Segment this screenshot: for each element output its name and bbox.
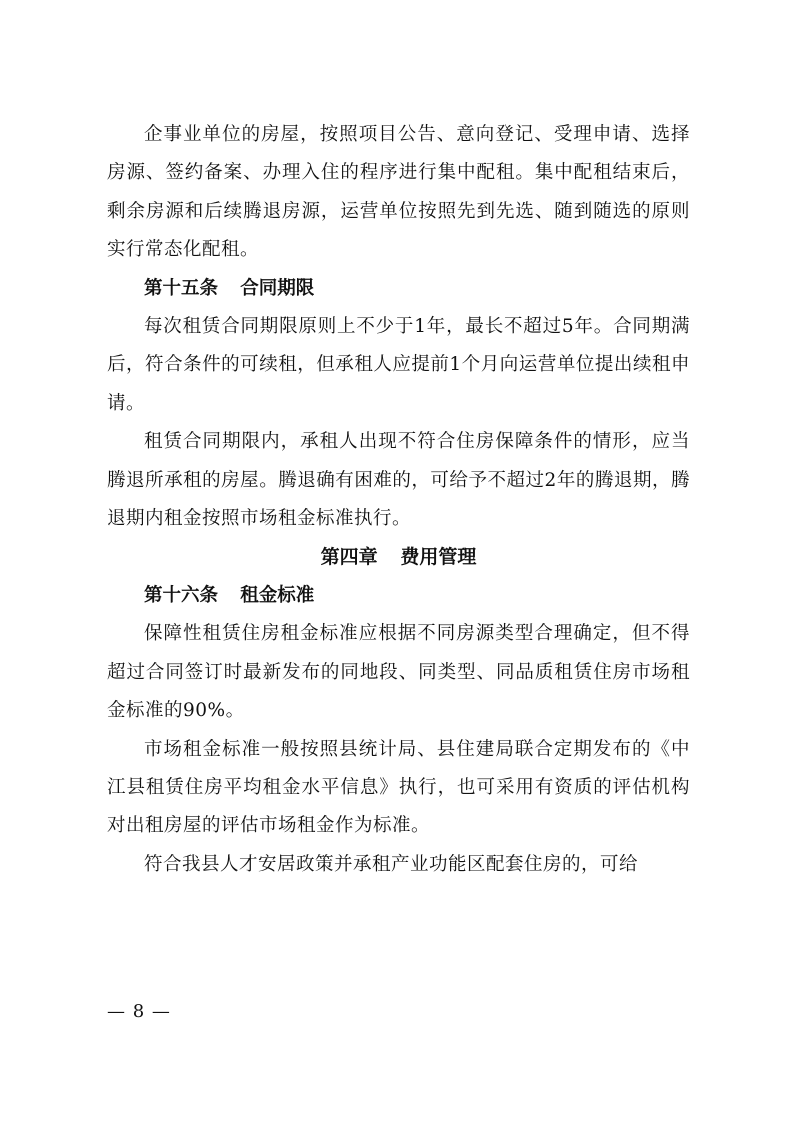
paragraph: 租赁合同期限内，承租人出现不符合住房保障条件的情形，应当腾退所承租的房屋。腾退确有困难的，可给予不超过2年的腾退期，腾退期内租金按照市场租金标准执行。 (107, 431, 690, 530)
paragraph: 每次租赁合同期限原则上不少于1年，最长不超过5年。合同期满后，符合条件的可续租，但承租人应提前1个月向运营单位提出续租申请。 (107, 316, 690, 414)
document-body (107, 116, 690, 884)
paragraph: 企事业单位的房屋，按照项目公告、意向登记、受理申请、选择房源、签约备案、办理入住的程序进行集中配租。集中配租结束后，剩余房源和后续腾退房源，运营单位按照先到先选、随到随选的原则实行常态化配租。 (107, 124, 690, 261)
article-title: 租金标准 (240, 584, 315, 606)
chapter-heading-4 (107, 538, 690, 576)
article-number: 第十六条 (144, 584, 219, 606)
article-title: 合同期限 (240, 277, 315, 299)
paragraph: 市场租金标准一般按照县统计局、县住建局联合定期发布的《中江县租赁住房平均租金水平信息》执行，也可采用有资质的评估机构对出租房屋的评估市场租金作为标准。 (107, 738, 690, 837)
paragraph: 符合我县人才安居政策并承租产业功能区配套住房的，可给 (144, 853, 639, 875)
article-heading-15 (107, 270, 690, 308)
chapter-title: 费用管理 (400, 546, 477, 569)
article-heading-16 (107, 577, 690, 615)
page-number: — 8 — (107, 1001, 171, 1022)
paragraph: 保障性租赁住房租金标准应根据不同房源类型合理确定，但不得超过合同签订时最新发布的同地段、同类型、同品质租赁住房市场租金标准的90%。 (107, 623, 690, 722)
article-number: 第十五条 (144, 277, 219, 299)
chapter-number: 第四章 (320, 546, 378, 569)
